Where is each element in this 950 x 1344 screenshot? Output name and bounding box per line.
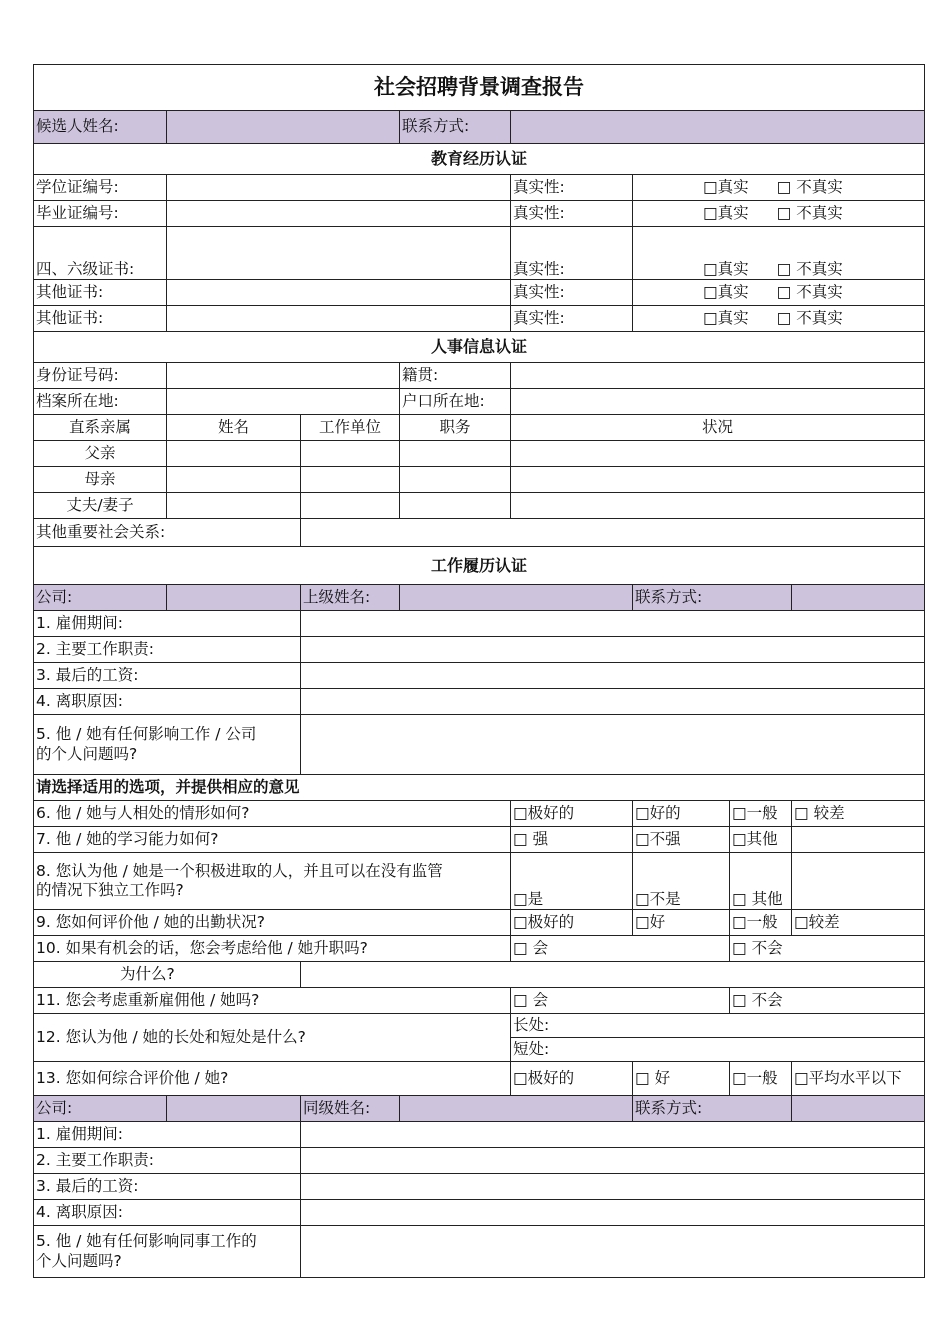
education-row <box>34 227 925 280</box>
false-checkbox[interactable]: □ 不真实 <box>776 282 843 301</box>
true-checkbox[interactable]: □真实 <box>703 308 749 327</box>
id-number-label: 身份证号码: <box>34 363 167 389</box>
personal-issues-line1: 5. 他 / 她有任何影响工作 / 公司 <box>36 725 257 744</box>
truth-label: 真实性: <box>511 227 633 280</box>
hukou-location-field[interactable] <box>511 389 925 415</box>
degree-cert-field[interactable] <box>167 175 511 201</box>
peer-company-label: 公司: <box>34 1096 167 1122</box>
peer-employment-period-label: 1. 雇佣期间: <box>34 1122 301 1148</box>
supervisor-contact-label: 联系方式: <box>633 585 792 611</box>
other-cert-field[interactable] <box>167 306 511 332</box>
education-row <box>34 175 925 201</box>
table-row <box>34 493 925 519</box>
peer-personal-issues-line2: 个人问题吗? <box>36 1251 122 1270</box>
table-row <box>34 441 925 467</box>
q8-option-yes[interactable]: □是 <box>511 853 633 910</box>
other-cert-label: 其他证书: <box>34 306 167 332</box>
peer-last-salary-field[interactable] <box>301 1174 925 1200</box>
peer-personal-issues-line1: 5. 他 / 她有任何影响同事工作的 <box>36 1232 257 1251</box>
truth-options <box>633 306 925 332</box>
relative-spouse: 丈夫/妻子 <box>34 493 167 519</box>
cell-input[interactable] <box>511 493 925 519</box>
q12-weakness-field[interactable]: 短处: <box>511 1038 925 1062</box>
false-checkbox[interactable]: □ 不真实 <box>776 308 843 327</box>
q11-text: 11. 您会考虑重新雇佣他 / 她吗? <box>34 988 511 1014</box>
education-row <box>34 280 925 306</box>
q13-option-average[interactable]: □一般 <box>730 1062 792 1096</box>
personal-issues-label <box>34 715 301 775</box>
employment-period-label: 1. 雇佣期间: <box>34 611 301 637</box>
q9-option-poor[interactable]: □较差 <box>792 910 925 936</box>
other-relations-field[interactable] <box>301 519 925 547</box>
question-row <box>34 910 925 936</box>
relative-header: 直系亲属 <box>34 415 167 441</box>
q12-text: 12. 您认为他 / 她的长处和短处是什么? <box>34 1014 511 1062</box>
leave-reason-field[interactable] <box>301 689 925 715</box>
peer-main-duties-label: 2. 主要工作职责: <box>34 1148 301 1174</box>
peer-employment-period-field[interactable] <box>301 1122 925 1148</box>
q6-option-poor[interactable]: □ 较差 <box>792 801 925 827</box>
personal-issues-field[interactable] <box>301 715 925 775</box>
q13-text: 13. 您如何综合评价他 / 她? <box>34 1062 511 1096</box>
status-header: 状况 <box>511 415 925 441</box>
q9-option-average[interactable]: □一般 <box>730 910 792 936</box>
candidate-name-label: 候选人姓名: <box>34 111 167 144</box>
q6-option-excellent[interactable]: □极好的 <box>511 801 633 827</box>
peer-main-duties-field[interactable] <box>301 1148 925 1174</box>
q6-option-good[interactable]: □好的 <box>633 801 730 827</box>
question-row <box>34 988 925 1014</box>
other-cert-field[interactable] <box>167 280 511 306</box>
other-cert-label: 其他证书: <box>34 280 167 306</box>
cell-input[interactable] <box>511 467 925 493</box>
degree-cert-label: 学位证编号: <box>34 175 167 201</box>
q8-blank <box>792 853 925 910</box>
employer-header: 工作单位 <box>301 415 400 441</box>
q13-option-excellent[interactable]: □极好的 <box>511 1062 633 1096</box>
q13-option-below-average[interactable]: □平均水平以下 <box>792 1062 925 1096</box>
personnel-heading: 人事信息认证 <box>34 332 925 363</box>
cell-input[interactable] <box>511 441 925 467</box>
q10-option-yes[interactable]: □ 会 <box>511 936 730 962</box>
cell-input[interactable] <box>167 467 301 493</box>
background-check-form <box>33 64 925 1278</box>
question-row <box>34 1014 925 1038</box>
true-checkbox[interactable]: □真实 <box>703 177 749 196</box>
q10-why-label: 为什么? <box>34 962 301 988</box>
peer-last-salary-label: 3. 最后的工资: <box>34 1174 301 1200</box>
false-checkbox[interactable]: □ 不真实 <box>776 177 843 196</box>
peer-personal-issues-field[interactable] <box>301 1226 925 1278</box>
question-row <box>34 801 925 827</box>
employment-period-field[interactable] <box>301 611 925 637</box>
q12-strength-field[interactable]: 长处: <box>511 1014 925 1038</box>
cell-input[interactable] <box>167 441 301 467</box>
company-field[interactable] <box>167 585 301 611</box>
q8-option-other[interactable]: □ 其他 <box>730 853 792 910</box>
q7-blank <box>792 827 925 853</box>
q9-text: 9. 您如何评价他 / 她的出勤状况? <box>34 910 511 936</box>
truth-options <box>633 201 925 227</box>
cell-input[interactable] <box>400 493 511 519</box>
instruction-text: 请选择适用的选项，并提供相应的意见 <box>34 775 925 801</box>
page-title: 社会招聘背景调查报告 <box>34 65 925 111</box>
true-checkbox[interactable]: □真实 <box>703 282 749 301</box>
diploma-label: 毕业证编号: <box>34 201 167 227</box>
archive-location-label: 档案所在地: <box>34 389 167 415</box>
truth-label: 真实性: <box>511 175 633 201</box>
q11-option-yes[interactable]: □ 会 <box>511 988 730 1014</box>
hukou-location-label: 户口所在地: <box>400 389 511 415</box>
q7-option-strong[interactable]: □ 强 <box>511 827 633 853</box>
last-salary-label: 3. 最后的工资: <box>34 663 301 689</box>
truth-label: 真实性: <box>511 201 633 227</box>
peer-leave-reason-label: 4. 离职原因: <box>34 1200 301 1226</box>
education-row <box>34 306 925 332</box>
education-row <box>34 201 925 227</box>
cell-input[interactable] <box>400 441 511 467</box>
q6-text: 6. 他 / 她与人相处的情形如何? <box>34 801 511 827</box>
relative-mother: 母亲 <box>34 467 167 493</box>
q7-option-other[interactable]: □其他 <box>730 827 792 853</box>
main-duties-label: 2. 主要工作职责: <box>34 637 301 663</box>
last-salary-field[interactable] <box>301 663 925 689</box>
q8-line2: 的情况下独立工作吗? <box>36 881 184 899</box>
peer-leave-reason-field[interactable] <box>301 1200 925 1226</box>
false-checkbox[interactable]: □ 不真实 <box>776 259 843 278</box>
true-checkbox[interactable]: □真实 <box>703 203 749 222</box>
q6-option-average[interactable]: □一般 <box>730 801 792 827</box>
supervisor-label: 上级姓名: <box>301 585 400 611</box>
leave-reason-label: 4. 离职原因: <box>34 689 301 715</box>
q8-line1: 8. 您认为他 / 她是一个积极进取的人，并且可以在没有监管 <box>36 861 443 880</box>
q8-option-no[interactable]: □不是 <box>633 853 730 910</box>
peer-company-field[interactable] <box>167 1096 301 1122</box>
native-place-field[interactable] <box>511 363 925 389</box>
cell-input[interactable] <box>167 493 301 519</box>
cell-input[interactable] <box>400 467 511 493</box>
truth-options <box>633 280 925 306</box>
peer-contact-field[interactable] <box>792 1096 925 1122</box>
truth-options <box>633 227 925 280</box>
truth-options <box>633 175 925 201</box>
truth-label: 真实性: <box>511 280 633 306</box>
q9-option-good[interactable]: □好 <box>633 910 730 936</box>
q13-option-good[interactable]: □ 好 <box>633 1062 730 1096</box>
truth-label: 真实性: <box>511 306 633 332</box>
cet-cert-field[interactable] <box>167 227 511 280</box>
q8-text <box>34 853 511 910</box>
q7-option-weak[interactable]: □不强 <box>633 827 730 853</box>
diploma-field[interactable] <box>167 201 511 227</box>
q10-why-field[interactable] <box>301 962 925 988</box>
supervisor-field[interactable] <box>400 585 633 611</box>
q7-text: 7. 他 / 她的学习能力如何? <box>34 827 511 853</box>
candidate-contact-field[interactable] <box>511 111 925 144</box>
peer-name-field[interactable] <box>400 1096 633 1122</box>
question-row <box>34 853 925 910</box>
other-relations-label: 其他重要社会关系: <box>34 519 301 547</box>
family-header-row <box>34 415 925 441</box>
cell-input[interactable] <box>301 467 400 493</box>
q10-option-no[interactable]: □ 不会 <box>730 936 925 962</box>
native-place-label: 籍贯: <box>400 363 511 389</box>
question-row <box>34 827 925 853</box>
personal-issues-line2: 的个人问题吗? <box>36 744 138 763</box>
q9-option-excellent[interactable]: □极好的 <box>511 910 633 936</box>
education-heading: 教育经历认证 <box>34 144 925 175</box>
peer-contact-label: 联系方式: <box>633 1096 792 1122</box>
relative-father: 父亲 <box>34 441 167 467</box>
peer-personal-issues-label <box>34 1226 301 1278</box>
candidate-name-field[interactable] <box>167 111 400 144</box>
archive-location-field[interactable] <box>167 389 400 415</box>
candidate-contact-label: 联系方式: <box>400 111 511 144</box>
q11-option-no[interactable]: □ 不会 <box>730 988 925 1014</box>
work-heading: 工作履历认证 <box>34 547 925 585</box>
supervisor-contact-field[interactable] <box>792 585 925 611</box>
cell-input[interactable] <box>301 493 400 519</box>
cell-input[interactable] <box>301 441 400 467</box>
question-row <box>34 1062 925 1096</box>
q10-text: 10. 如果有机会的话，您会考虑给他 / 她升职吗? <box>34 936 511 962</box>
position-header: 职务 <box>400 415 511 441</box>
main-duties-field[interactable] <box>301 637 925 663</box>
id-number-field[interactable] <box>167 363 400 389</box>
name-header: 姓名 <box>167 415 301 441</box>
true-checkbox[interactable]: □真实 <box>703 259 749 278</box>
cet-cert-label: 四、六级证书: <box>34 227 167 280</box>
false-checkbox[interactable]: □ 不真实 <box>776 203 843 222</box>
table-row <box>34 467 925 493</box>
peer-name-label: 同级姓名: <box>301 1096 400 1122</box>
company-label: 公司: <box>34 585 167 611</box>
question-row <box>34 936 925 962</box>
